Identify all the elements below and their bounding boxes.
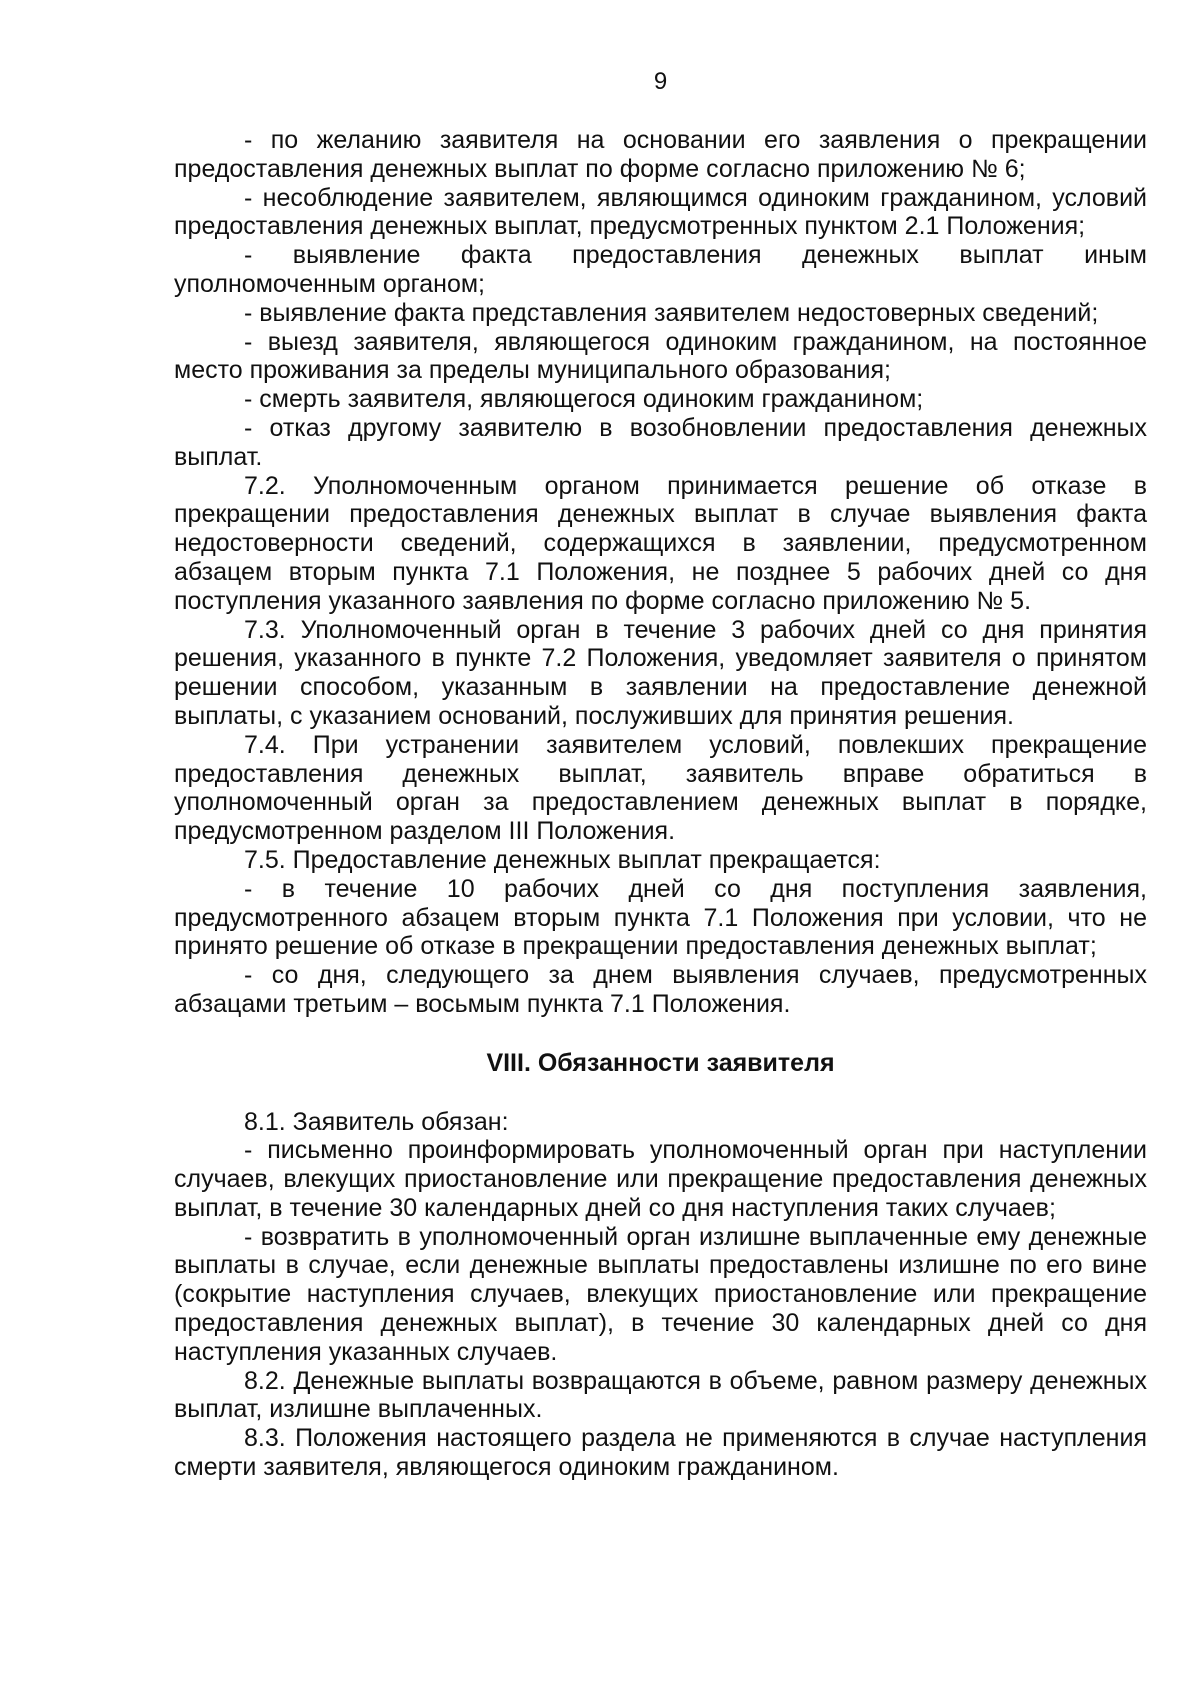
paragraph: 7.5. Предоставление денежных выплат прекращается:: [244, 845, 881, 874]
paragraph: - по желанию заявителя на основании его заявления о прекращении предоставления денежных выплат по форме согласно приложению № 6;: [174, 126, 1147, 183]
paragraph: - выявление факта предоставления денежных выплат иным уполномоченным органом;: [174, 241, 1147, 298]
paragraph: - возвратить в уполномоченный орган излишне выплаченные ему денежные выплаты в случае, если денежные выплаты предоставлены излишне по его вине (сокрытие наступления случаев, влекущих приостановление или прекращение предоставления денежных выплат), в течение 30 календарных дней со дня наступления указанных случаев.: [174, 1222, 1147, 1366]
paragraph: 8.3. Положения настоящего раздела не применяются в случае наступления смерти заявителя, являющегося одиноким гражданином.: [174, 1424, 1147, 1482]
section-heading: VIII. Обязанности заявителя: [486, 1048, 835, 1077]
paragraph: 7.2. Уполномоченным органом принимается решение об отказе в прекращении предоставления денежных выплат в случае выявления факта недостоверности сведений, содержащихся в заявлении, предусмотренном абзацем вторым пункта 7.1 Положения, не позднее 5 рабочих дней со дня поступления указанного заявления по форме согласно приложению № 5.: [174, 471, 1147, 615]
paragraph: - отказ другому заявителю в возобновлении предоставления денежных выплат.: [174, 413, 1147, 471]
paragraph: 8.2. Денежные выплаты возвращаются в объеме, равном размеру денежных выплат, излишне выплаченных.: [174, 1366, 1147, 1424]
paragraph: - со дня, следующего за днем выявления случаев, предусмотренных абзацами третьим – восьмым пункта 7.1 Положения.: [174, 961, 1147, 1018]
paragraph: - в течение 10 рабочих дней со дня поступления заявления, предусмотренного абзацем вторым пункта 7.1 Положения при условии, что не принято решение об отказе в прекращении предоставления денежных выплат;: [174, 874, 1147, 961]
paragraph: - несоблюдение заявителем, являющимся одиноким гражданином, условий предоставления денежных выплат, предусмотренных пунктом 2.1 Положения;: [174, 183, 1147, 241]
paragraph: 7.3. Уполномоченный орган в течение 3 рабочих дней со дня принятия решения, указанного в пункте 7.2 Положения, уведомляет заявителя о принятом решении способом, указанным в заявлении на предоставление денежной выплаты, с указанием оснований, послуживших для принятия решения.: [174, 615, 1147, 730]
document-page: [174, 68, 1147, 1482]
page-number: 9: [653, 68, 668, 95]
paragraph: 8.1. Заявитель обязан:: [244, 1107, 509, 1136]
paragraph: - смерть заявителя, являющегося одиноким гражданином;: [244, 385, 924, 414]
paragraph: - письменно проинформировать уполномоченный орган при наступлении случаев, влекущих приостановление или прекращение предоставления денежных выплат, в течение 30 календарных дней со дня наступления таких случаев;: [174, 1136, 1147, 1222]
paragraph: - выявление факта представления заявителем недостоверных сведений;: [244, 298, 1099, 327]
paragraph: - выезд заявителя, являющегося одиноким гражданином, на постоянное место проживания за пределы муниципального образования;: [174, 327, 1147, 385]
paragraph: 7.4. При устранении заявителем условий, повлекших прекращение предоставления денежных выплат, заявитель вправе обратиться в уполномоченный орган за предоставлением денежных выплат в порядке, предусмотренном разделом III Положения.: [174, 730, 1147, 846]
